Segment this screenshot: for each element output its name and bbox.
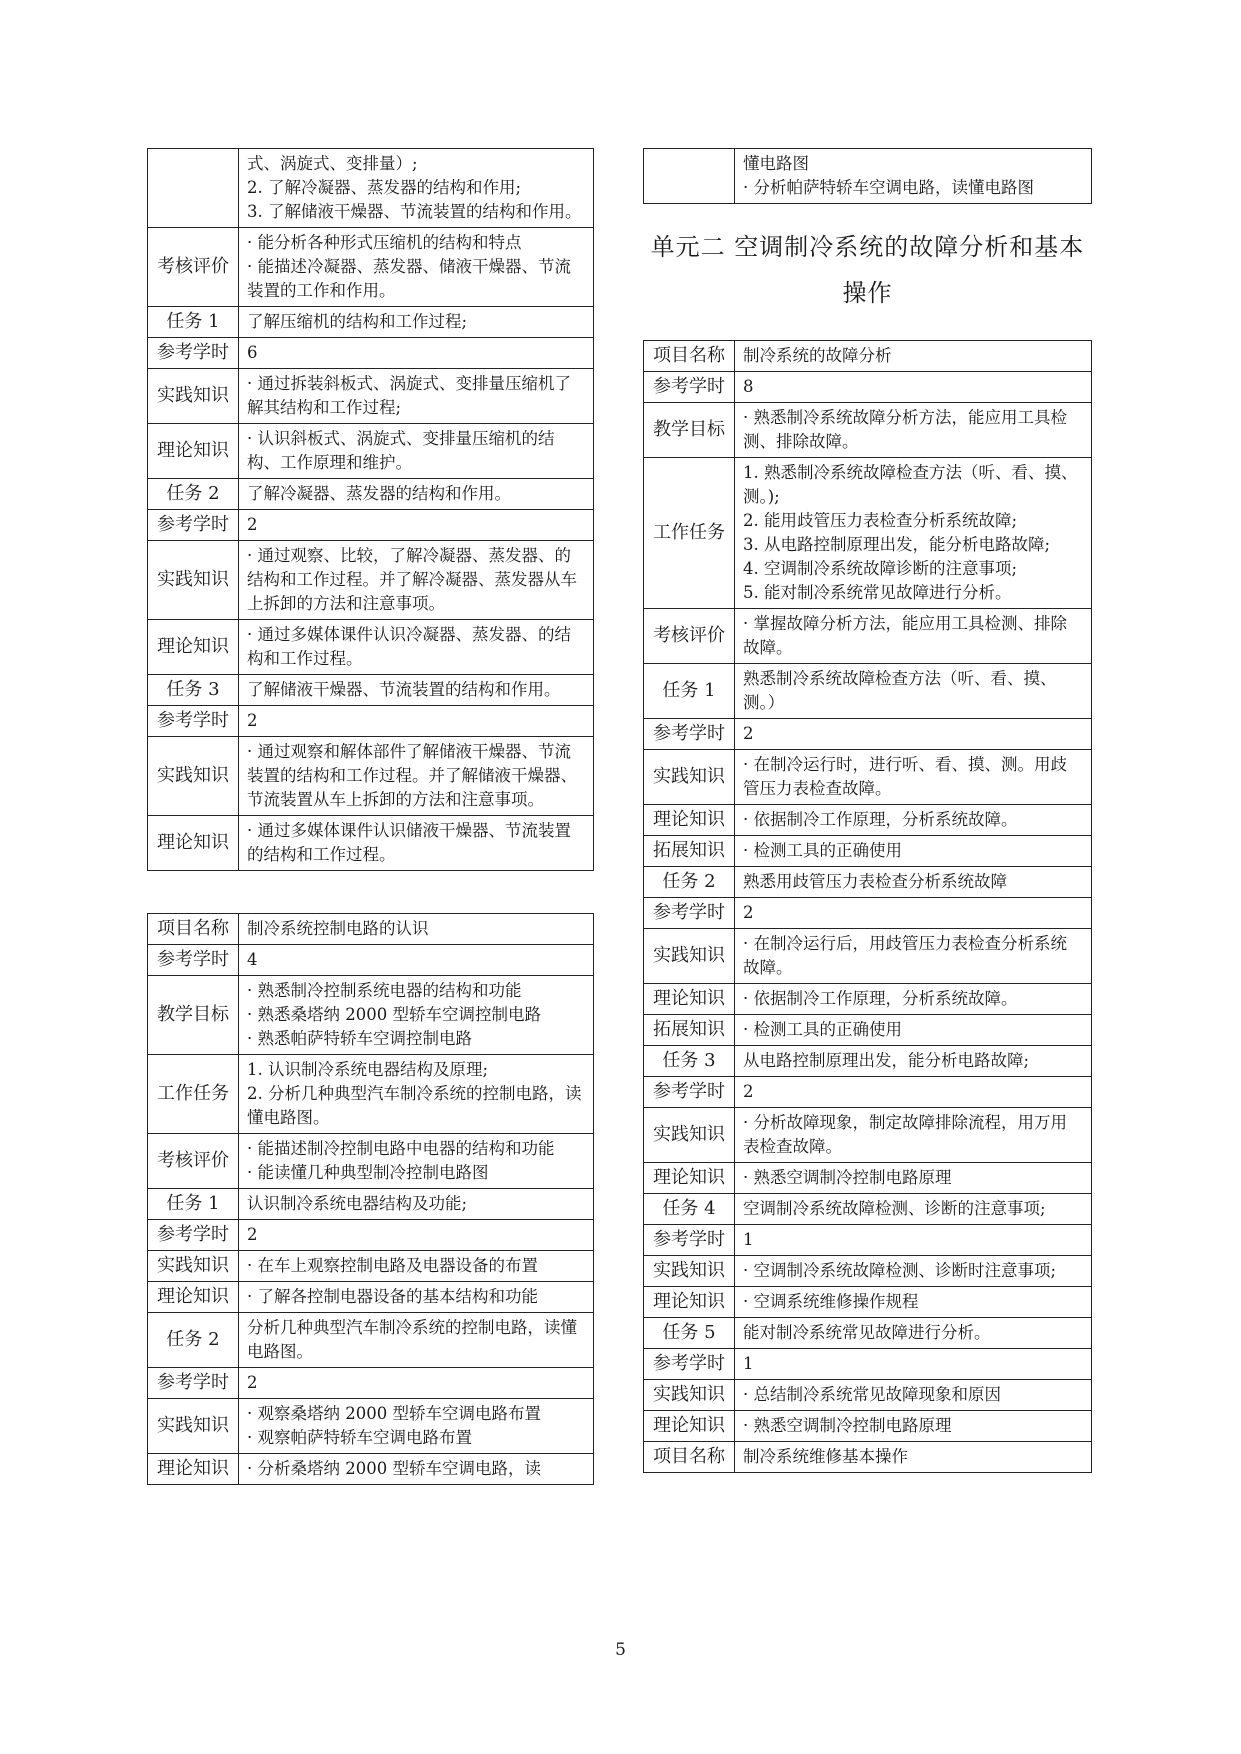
row-content [239, 737, 594, 816]
row-label: 理论知识 [644, 805, 735, 836]
row-label: 参考学时 [148, 510, 239, 541]
row-label: 考核评价 [644, 609, 735, 664]
content-line: 3. 了解储液干燥器、节流装置的结构和作用。 [247, 202, 582, 221]
table-row [148, 976, 594, 1055]
content-line: 2 [743, 1082, 754, 1101]
content-line: · 了解各控制电器设备的基本结构和功能 [247, 1287, 538, 1306]
row-content [735, 1318, 1092, 1349]
row-label: 理论知识 [644, 1287, 735, 1318]
table-row [644, 1194, 1092, 1225]
content-line: · 熟悉空调制冷控制电路原理 [743, 1416, 952, 1435]
content-line: 能对制冷系统常见故障进行分析。 [743, 1323, 991, 1342]
row-label: 教学目标 [644, 403, 735, 458]
row-label [644, 149, 735, 204]
row-content [239, 1055, 594, 1134]
table-row [148, 510, 594, 541]
row-label: 实践知识 [148, 369, 239, 424]
content-line: · 观察帕萨特轿车空调电路布置 [247, 1428, 472, 1447]
table-row [148, 914, 594, 945]
table-row [644, 1318, 1092, 1349]
row-label: 任务 3 [148, 675, 239, 706]
row-label: 参考学时 [644, 898, 735, 929]
content-line: 1. 熟悉制冷系统故障检查方法（听、看、摸、测。); [743, 463, 1078, 506]
content-line: 2 [247, 1225, 258, 1244]
table-row [644, 609, 1092, 664]
table-row [148, 816, 594, 871]
row-label: 任务 2 [644, 867, 735, 898]
row-label: 理论知识 [148, 620, 239, 675]
content-line: 3. 从电路控制原理出发，能分析电路故障; [743, 535, 1051, 554]
table-row [148, 149, 594, 228]
content-line: 4 [247, 950, 258, 969]
table-row [644, 1349, 1092, 1380]
row-label: 参考学时 [644, 719, 735, 750]
row-content [735, 1046, 1092, 1077]
row-content [239, 945, 594, 976]
row-content [735, 867, 1092, 898]
content-line: · 在制冷运行后，用歧管压力表检查分析系统故障。 [743, 934, 1067, 977]
content-line: · 分析故障现象，制定故障排除流程，用万用表检查故障。 [743, 1113, 1067, 1156]
row-label [148, 149, 239, 228]
row-label: 参考学时 [644, 1077, 735, 1108]
content-line: · 能描述制冷控制电路中电器的结构和功能 [247, 1139, 555, 1158]
content-line: · 熟悉制冷系统故障分析方法，能应用工具检测、排除故障。 [743, 408, 1067, 451]
content-line: 制冷系统控制电路的认识 [247, 919, 429, 938]
content-line: · 通过多媒体课件认识冷凝器、蒸发器、的结构和工作过程。 [247, 625, 571, 668]
row-content [735, 1108, 1092, 1163]
table-row [644, 984, 1092, 1015]
content-line: 认识制冷系统电器结构及功能; [247, 1194, 468, 1213]
row-content [735, 609, 1092, 664]
row-label: 项目名称 [644, 1442, 735, 1473]
table-row [148, 338, 594, 369]
table-row [644, 1411, 1092, 1442]
content-line: 2 [247, 711, 258, 730]
table-row [148, 1282, 594, 1313]
table-row [644, 898, 1092, 929]
row-content [239, 1251, 594, 1282]
row-content [239, 541, 594, 620]
content-line: · 分析桑塔纳 2000 型轿车空调电路，读 [247, 1459, 541, 1478]
content-line: · 在制冷运行时，进行听、看、摸、测。用歧管压力表检查故障。 [743, 755, 1067, 798]
row-content [239, 1313, 594, 1368]
row-label: 实践知识 [644, 1380, 735, 1411]
content-line: · 空调系统维修操作规程 [743, 1292, 919, 1311]
row-content [735, 836, 1092, 867]
table-row [644, 1163, 1092, 1194]
row-label: 实践知识 [644, 1108, 735, 1163]
row-content [239, 149, 594, 228]
table-row [644, 1287, 1092, 1318]
table-row [644, 1256, 1092, 1287]
content-line: 2 [743, 903, 754, 922]
right-column [643, 148, 1092, 1473]
row-label: 项目名称 [644, 341, 735, 372]
row-content [239, 816, 594, 871]
content-line: 2 [247, 515, 258, 534]
content-line: · 分析帕萨特轿车空调电路，读懂电路图 [743, 178, 1034, 197]
row-label: 任务 5 [644, 1318, 735, 1349]
row-content [239, 1399, 594, 1454]
content-line: 从电路控制原理出发，能分析电路故障; [743, 1051, 1030, 1070]
row-content [735, 1349, 1092, 1380]
content-line: · 认识斜板式、涡旋式、变排量压缩机的结构、工作原理和维护。 [247, 429, 555, 472]
content-line: 了解压缩机的结构和工作过程; [247, 312, 468, 331]
curriculum-table [147, 148, 594, 871]
row-content [239, 1189, 594, 1220]
table-row [148, 1368, 594, 1399]
table-row [148, 228, 594, 307]
page-number: 5 [615, 1640, 626, 1660]
table-row [148, 706, 594, 737]
row-label: 理论知识 [148, 1282, 239, 1313]
row-label: 参考学时 [148, 1220, 239, 1251]
table-row [148, 1313, 594, 1368]
row-content [735, 664, 1092, 719]
row-label: 任务 1 [148, 307, 239, 338]
row-content [239, 479, 594, 510]
row-content [735, 372, 1092, 403]
curriculum-table [643, 148, 1092, 204]
row-label: 参考学时 [148, 1368, 239, 1399]
row-label: 实践知识 [148, 541, 239, 620]
table-row [644, 664, 1092, 719]
row-label: 考核评价 [148, 1134, 239, 1189]
row-label: 拓展知识 [644, 836, 735, 867]
content-line: · 通过观察和解体部件了解储液干燥器、节流装置的结构和工作过程。并了解储液干燥器、节流装置从车上拆卸的方法和注意事项。 [247, 742, 577, 809]
row-content [239, 620, 594, 675]
content-line: 2. 了解冷凝器、蒸发器的结构和作用; [247, 178, 522, 197]
content-line: · 通过拆装斜板式、涡旋式、变排量压缩机了解其结构和工作过程; [247, 374, 571, 417]
content-line: 熟悉制冷系统故障检查方法（听、看、摸、测。） [743, 669, 1057, 712]
content-line: 熟悉用歧管压力表检查分析系统故障 [743, 872, 1007, 891]
table-row [644, 750, 1092, 805]
row-content [735, 1194, 1092, 1225]
row-content [239, 1220, 594, 1251]
row-content [735, 403, 1092, 458]
content-line: 1 [743, 1354, 754, 1373]
row-content [735, 984, 1092, 1015]
row-label: 实践知识 [644, 929, 735, 984]
row-label: 实践知识 [644, 750, 735, 805]
row-label: 参考学时 [644, 1349, 735, 1380]
content-line: · 在车上观察控制电路及电器设备的布置 [247, 1256, 538, 1275]
row-label: 参考学时 [644, 372, 735, 403]
table-row [644, 1442, 1092, 1473]
row-content [239, 369, 594, 424]
table-row [644, 1046, 1092, 1077]
row-content [735, 341, 1092, 372]
row-content [735, 898, 1092, 929]
row-label: 工作任务 [148, 1055, 239, 1134]
content-line: · 通过观察、比较，了解冷凝器、蒸发器、的结构和工作过程。并了解冷凝器、蒸发器从车上拆卸的方法和注意事项。 [247, 546, 577, 613]
table-row [148, 1189, 594, 1220]
table-row [148, 1251, 594, 1282]
content-line: 1 [743, 1230, 754, 1249]
content-line: · 熟悉制冷控制系统电器的结构和功能 [247, 981, 522, 1000]
row-content [239, 228, 594, 307]
content-line: 4. 空调制冷系统故障诊断的注意事项; [743, 559, 1018, 578]
table-row [644, 149, 1092, 204]
row-label: 理论知识 [148, 816, 239, 871]
row-content [735, 149, 1092, 204]
row-content [735, 1163, 1092, 1194]
table-row [148, 307, 594, 338]
content-line: · 熟悉空调制冷控制电路原理 [743, 1168, 952, 1187]
content-line: · 依据制冷工作原理，分析系统故障。 [743, 989, 1018, 1008]
row-label: 理论知识 [644, 1411, 735, 1442]
row-label: 任务 2 [148, 479, 239, 510]
row-content [239, 424, 594, 479]
row-content [735, 1442, 1092, 1473]
table-row [644, 1108, 1092, 1163]
content-line: · 检测工具的正确使用 [743, 1020, 902, 1039]
row-label: 参考学时 [148, 706, 239, 737]
content-line: 了解储液干燥器、节流装置的结构和作用。 [247, 680, 561, 699]
row-label: 实践知识 [148, 1251, 239, 1282]
table-row [644, 929, 1092, 984]
content-line: 制冷系统维修基本操作 [743, 1447, 908, 1466]
row-label: 理论知识 [148, 1454, 239, 1485]
table-row [644, 1225, 1092, 1256]
content-line: 制冷系统的故障分析 [743, 346, 892, 365]
content-line: · 能分析各种形式压缩机的结构和特点 [247, 233, 522, 252]
table-row [148, 424, 594, 479]
row-content [239, 706, 594, 737]
row-label: 理论知识 [644, 984, 735, 1015]
content-line: · 总结制冷系统常见故障现象和原因 [743, 1385, 1001, 1404]
content-line: · 能描述冷凝器、蒸发器、储液干燥器、节流装置的工作和作用。 [247, 257, 571, 300]
content-line: · 能读懂几种典型制冷控制电路图 [247, 1163, 489, 1182]
content-line: · 观察桑塔纳 2000 型轿车空调电路布置 [247, 1404, 541, 1423]
table-row [148, 479, 594, 510]
table-row [644, 1015, 1092, 1046]
row-label: 任务 2 [148, 1313, 239, 1368]
row-content [735, 1380, 1092, 1411]
content-line: 5. 能对制冷系统常见故障进行分析。 [743, 583, 1012, 602]
table-row [148, 737, 594, 816]
table-row [148, 620, 594, 675]
row-content [735, 750, 1092, 805]
row-content [735, 1225, 1092, 1256]
row-content [239, 914, 594, 945]
table-row [644, 719, 1092, 750]
table-row [148, 1055, 594, 1134]
content-line: · 熟悉帕萨特轿车空调控制电路 [247, 1029, 472, 1048]
row-label: 参考学时 [148, 945, 239, 976]
row-label: 实践知识 [148, 1399, 239, 1454]
row-label: 理论知识 [644, 1163, 735, 1194]
row-label: 任务 1 [644, 664, 735, 719]
content-line: · 熟悉桑塔纳 2000 型轿车空调控制电路 [247, 1005, 541, 1024]
row-label: 实践知识 [644, 1256, 735, 1287]
row-content [239, 976, 594, 1055]
table-row [644, 867, 1092, 898]
unit-heading: 单元二 空调制冷系统的故障分析和基本操作 [650, 233, 1085, 307]
row-content [735, 458, 1092, 609]
row-label: 理论知识 [148, 424, 239, 479]
content-line: 了解冷凝器、蒸发器的结构和作用。 [247, 484, 511, 503]
row-content [239, 307, 594, 338]
table-row [644, 805, 1092, 836]
content-line: 2 [247, 1373, 258, 1392]
table-row [148, 1220, 594, 1251]
row-label: 参考学时 [644, 1225, 735, 1256]
row-content [239, 1368, 594, 1399]
row-content [735, 929, 1092, 984]
row-content [239, 338, 594, 369]
row-content [735, 1077, 1092, 1108]
row-label: 工作任务 [644, 458, 735, 609]
content-line: 1. 认识制冷系统电器结构及原理; [247, 1060, 489, 1079]
row-label: 项目名称 [148, 914, 239, 945]
content-line: 懂电路图 [743, 154, 809, 173]
content-line: 式、涡旋式、变排量）; [247, 154, 418, 173]
table-row [644, 458, 1092, 609]
row-content [735, 1256, 1092, 1287]
curriculum-table [147, 913, 594, 1485]
content-line: 空调制冷系统故障检测、诊断的注意事项; [743, 1199, 1046, 1218]
content-line: · 掌握故障分析方法，能应用工具检测、排除故障。 [743, 614, 1067, 657]
row-label: 拓展知识 [644, 1015, 735, 1046]
row-label: 教学目标 [148, 976, 239, 1055]
row-label: 参考学时 [148, 338, 239, 369]
row-content [735, 1411, 1092, 1442]
table-row [148, 1134, 594, 1189]
content-line: 2 [743, 724, 754, 743]
table-row [148, 675, 594, 706]
content-line: 6 [247, 343, 258, 362]
row-content [239, 510, 594, 541]
left-column [147, 148, 594, 1485]
row-label: 考核评价 [148, 228, 239, 307]
row-content [239, 1454, 594, 1485]
content-line: · 空调制冷系统故障检测、诊断时注意事项; [743, 1261, 1057, 1280]
row-label: 实践知识 [148, 737, 239, 816]
table-row [644, 341, 1092, 372]
table-row [644, 1380, 1092, 1411]
content-line: 分析几种典型汽车制冷系统的控制电路，读懂电路图。 [247, 1318, 577, 1361]
row-label: 任务 1 [148, 1189, 239, 1220]
row-content [735, 1015, 1092, 1046]
row-content [239, 1282, 594, 1313]
content-line: 2. 分析几种典型汽车制冷系统的控制电路，读懂电路图。 [247, 1084, 582, 1127]
content-line: · 依据制冷工作原理，分析系统故障。 [743, 810, 1018, 829]
content-line: · 通过多媒体课件认识储液干燥器、节流装置的结构和工作过程。 [247, 821, 571, 864]
table-row [148, 1399, 594, 1454]
row-content [735, 805, 1092, 836]
content-line: 8 [743, 377, 754, 396]
row-content [239, 675, 594, 706]
table-row [644, 836, 1092, 867]
table-row [644, 372, 1092, 403]
content-line: · 检测工具的正确使用 [743, 841, 902, 860]
table-row [148, 541, 594, 620]
table-row [148, 945, 594, 976]
table-row [148, 369, 594, 424]
row-label: 任务 4 [644, 1194, 735, 1225]
content-line: 2. 能用歧管压力表检查分析系统故障; [743, 511, 1018, 530]
table-row [644, 403, 1092, 458]
row-content [239, 1134, 594, 1189]
table-row [148, 1454, 594, 1485]
row-label: 任务 3 [644, 1046, 735, 1077]
curriculum-table [643, 340, 1092, 1473]
table-row [644, 1077, 1092, 1108]
row-content [735, 719, 1092, 750]
row-content [735, 1287, 1092, 1318]
